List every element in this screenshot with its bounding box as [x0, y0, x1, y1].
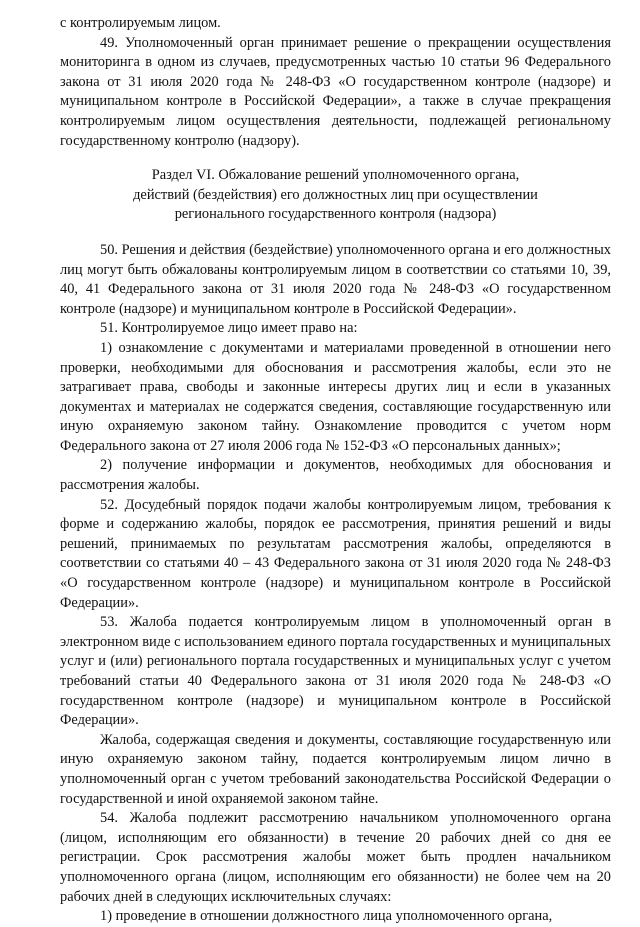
paragraph-51-item-1: 1) ознакомление с документами и материалами проведенной в отношении него проверки, необходимыми для обоснования и рассмотрения жалобы, если это не затрагивает права, свободы и законные интересы других лиц и если в указанных документах и материалах не содержатся сведения, составляющие государственную или иную охраняемую законом тайну. Ознакомление проводится с учетом норм Федерального закона от 27 июля 2006 года № 152-ФЗ «О персональных данных»; [60, 339, 611, 454]
continuation-text: с контролируемым лицом. [60, 15, 221, 31]
paragraph-54-item-1: 1) проведение в отношении должностного лица уполномоченного органа, [100, 908, 553, 925]
paragraph-53: 53. Жалоба подается контролируемым лицом в уполномоченный орган в электронном виде с использованием единого портала государственных и муниципальных услуг и (или) регионального портала государственных и муниципальных услуг с учетом требований статьи 40 Федерального закона от 31 июля 2020 года № 248-ФЗ «О государственном контроле (надзоре) и муниципальном контроле в Российской Федерации». [60, 614, 611, 729]
paragraph-51: 51. Контролируемое лицо имеет право на: [100, 320, 358, 337]
paragraph-52: 52. Досудебный порядок подачи жалобы контролируемым лицом, требования к форме и содержанию жалобы, порядок ее рассмотрения, принятия решений и виды решений, принимаемых по результатам рассмотрения жалобы, определяются в соответствии со статьями 40 – 43 Федерального закона от 31 июля 2020 года № 248-ФЗ «О государственном контроле (надзоре) и муниципальном контроле в Российской Федерации». [60, 496, 611, 611]
paragraph-51-item-2: 2) получение информации и документов, необходимых для обоснования и рассмотрения жалобы. [60, 457, 611, 494]
paragraph-50: 50. Решения и действия (бездействие) уполномоченного органа и его должностных лиц могут быть обжалованы контролируемым лицом в соответствии со статьями 10, 39, 40, 41 Федерального закона от 31 июля 2020 года № 248-ФЗ «О государственном контроле (надзоре) и муниципальном контроле в Российской Федерации». [60, 241, 611, 317]
paragraph-54: 54. Жалоба подлежит рассмотрению начальником уполномоченного органа (лицом, исполняющим его обязанности) в течение 20 рабочих дней со дня ее регистрации. Срок рассмотрения жалобы может быть продлен начальником уполномоченного органа (лицом, исполняющим его обязанности) не более чем на 20 рабочих дней в следующих исключительных случаях: [60, 810, 611, 905]
paragraph-49: 49. Уполномоченный орган принимает решение о прекращении осуществления мониторинга в одном из случаев, предусмотренных частью 10 статьи 96 Федерального закона от 31 июля 2020 года № 248-ФЗ «О государственном контроле (надзоре) и муниципальном контроле в Российской Федерации», а также в случае прекращения контролируемым лицом осуществления деятельности, подлежащей региональному государственному контролю (надзору). [60, 34, 611, 149]
document-page [60, 14, 611, 927]
section-heading-line-2: действий (бездействия) его должностных лиц при осуществлении [133, 186, 538, 203]
paragraph-53-part-2: Жалоба, содержащая сведения и документы, составляющие государственную или иную охраняемую законом тайну, подается контролируемым лицом лично в уполномоченный орган с учетом требований законодательства Российской Федерации о государственной и иной охраняемой законом тайне. [60, 731, 611, 807]
section-heading-line-3: регионального государственного контроля (надзора) [174, 206, 497, 223]
section-heading [60, 166, 611, 225]
section-heading-line-1: Раздел VI. Обжалование решений уполномоченного органа, [151, 167, 520, 184]
